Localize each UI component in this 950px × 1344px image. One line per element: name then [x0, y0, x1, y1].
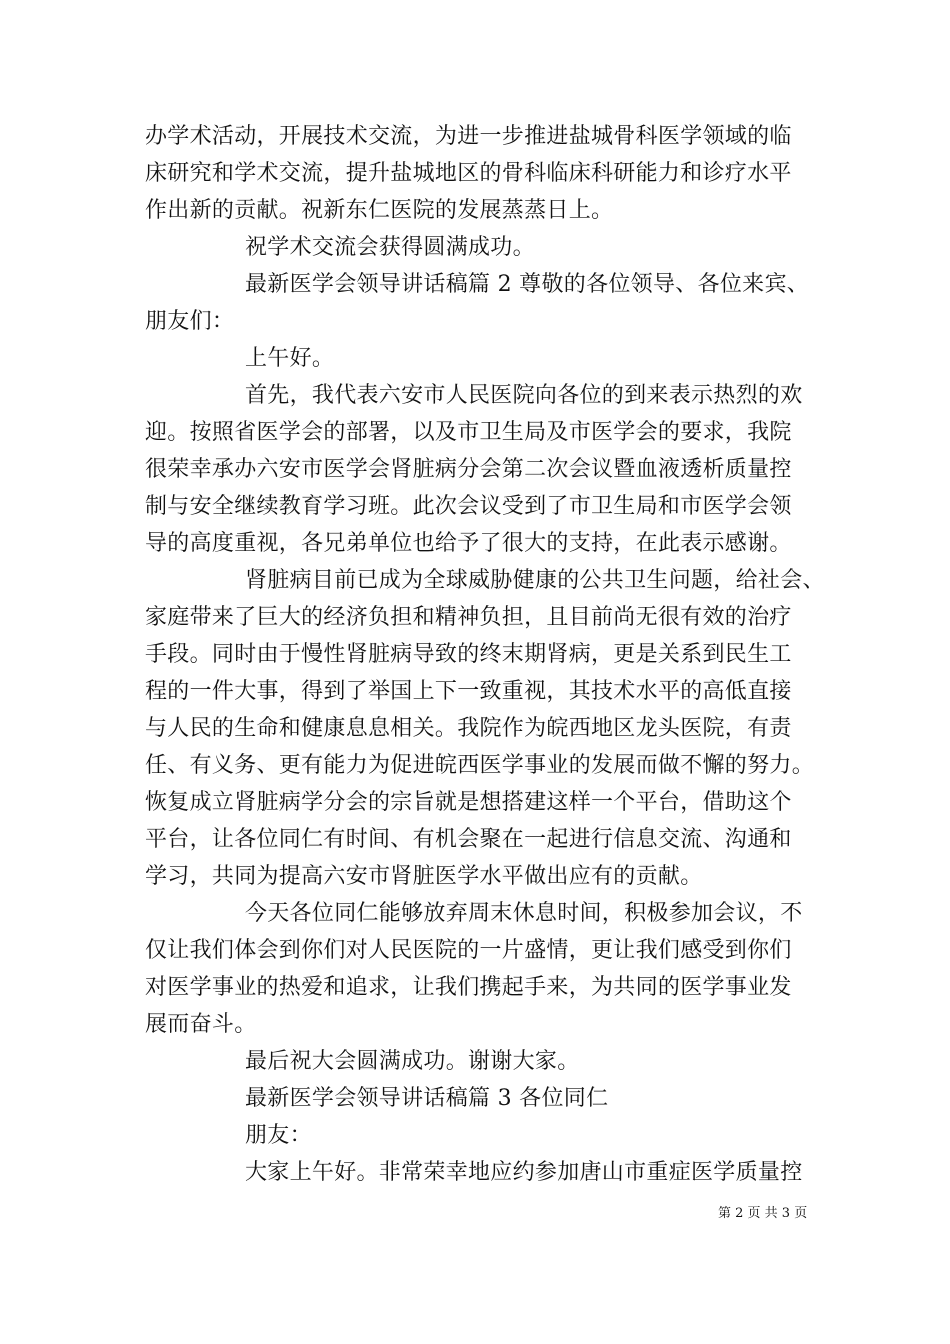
text-line: 展而奋斗。	[145, 1012, 257, 1037]
text-line: 办学术活动，开展技术交流，为进一步推进盐城骨科医学领域的临	[145, 124, 792, 149]
text-line: 学习，共同为提高六安市肾脏医学水平做出应有的贡献。	[145, 864, 703, 889]
text-line: 最新医学会领导讲话稿篇 3 各位同仁	[245, 1086, 609, 1111]
text-line: 作出新的贡献。祝新东仁医院的发展蒸蒸日上。	[145, 198, 614, 223]
text-line: 上午好。	[245, 346, 335, 371]
text-line: 最新医学会领导讲话稿篇 2 尊敬的各位领导、各位来宾、	[245, 272, 810, 297]
text-line: 制与安全继续教育学习班。此次会议受到了市卫生局和市医学会领	[145, 494, 792, 519]
text-line: 家庭带来了巨大的经济负担和精神负担，且目前尚无很有效的治疗	[145, 605, 792, 630]
text-line: 今天各位同仁能够放弃周末休息时间，积极参加会议，不	[245, 901, 803, 926]
text-line: 恢复成立肾脏病学分会的宗旨就是想搭建这样一个平台，借助这个	[145, 790, 792, 815]
text-line: 肾脏病目前已成为全球威胁健康的公共卫生问题，给社会、	[245, 568, 825, 593]
text-line: 朋友：	[245, 1123, 312, 1148]
text-line: 仅让我们体会到你们对人民医院的一片盛情，更让我们感受到你们	[145, 938, 792, 963]
text-line: 很荣幸承办六安市医学会肾脏病分会第二次会议暨血液透析质量控	[145, 457, 792, 482]
text-line: 平台，让各位同仁有时间、有机会聚在一起进行信息交流、沟通和	[145, 827, 792, 852]
text-line: 程的一件大事，得到了举国上下一致重视，其技术水平的高低直接	[145, 679, 792, 704]
text-line: 手段。同时由于慢性肾脏病导致的终末期肾病，更是关系到民生工	[145, 642, 792, 667]
text-line: 导的高度重视，各兄弟单位也给予了很大的支持，在此表示感谢。	[145, 531, 792, 556]
text-line: 首先，我代表六安市人民医院向各位的到来表示热烈的欢	[245, 383, 803, 408]
text-line: 床研究和学术交流，提升盐城地区的骨科临床科研能力和诊疗水平	[145, 161, 792, 186]
text-line: 大家上午好。非常荣幸地应约参加唐山市重症医学质量控	[245, 1160, 803, 1185]
text-line: 与人民的生命和健康息息相关。我院作为皖西地区龙头医院，有责	[145, 716, 792, 741]
text-line: 朋友们：	[145, 309, 235, 334]
text-line: 最后祝大会圆满成功。谢谢大家。	[245, 1049, 580, 1074]
text-line: 对医学事业的热爱和追求，让我们携起手来，为共同的医学事业发	[145, 975, 792, 1000]
text-line: 任、有义务、更有能力为促进皖西医学事业的发展而做不懈的努力。	[145, 753, 815, 778]
text-line: 祝学术交流会获得圆满成功。	[245, 235, 535, 260]
page-number-footer: 第 2 页 共 3 页	[718, 1206, 808, 1221]
text-line: 迎。按照省医学会的部署，以及市卫生局及市医学会的要求，我院	[145, 420, 792, 445]
